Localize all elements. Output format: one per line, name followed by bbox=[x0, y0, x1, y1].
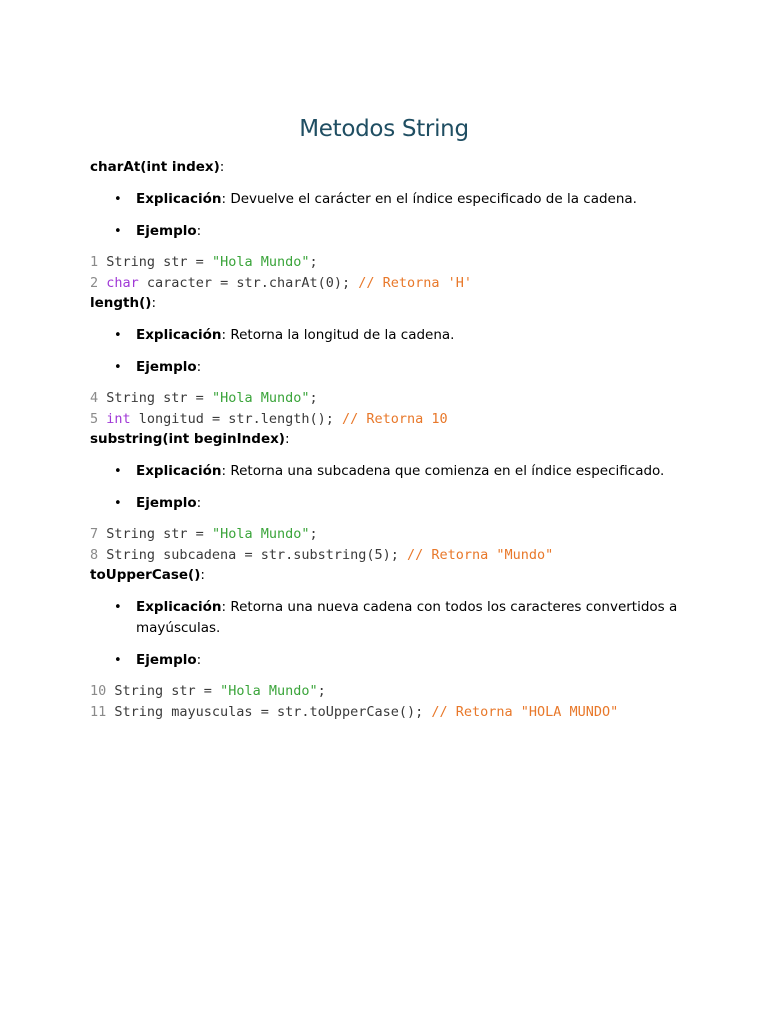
line-number: 10 bbox=[90, 683, 107, 699]
code-text: String subcadena = str.substring(5); bbox=[98, 546, 407, 563]
explicacion-label: Explicación bbox=[136, 599, 222, 615]
code-text: String str = bbox=[106, 683, 221, 699]
ejemplo-item bbox=[90, 221, 690, 242]
code-line bbox=[90, 681, 690, 702]
explicacion-text: : Retorna una nueva cadena con todos los caracteres convertidos a mayúsculas. bbox=[136, 599, 678, 636]
ejemplo-label: Ejemplo bbox=[136, 495, 197, 511]
bullet-icon: • bbox=[114, 328, 122, 343]
explicacion-text: : Retorna una subcadena que comienza en el índice especificado. bbox=[221, 463, 665, 479]
code-line bbox=[90, 524, 690, 545]
code-text: String mayusculas = str.toUpperCase(); bbox=[106, 703, 432, 720]
explicacion-text: : Devuelve el carácter en el índice especificado de la cadena. bbox=[221, 191, 637, 207]
line-number: 5 bbox=[90, 410, 99, 427]
ejemplo-suffix: : bbox=[196, 495, 202, 511]
document-content bbox=[90, 157, 690, 722]
bullet-list bbox=[90, 325, 690, 378]
bullet-icon: • bbox=[114, 600, 122, 615]
method-suffix: : bbox=[219, 159, 225, 175]
line-number: 8 bbox=[90, 546, 99, 563]
bullet-icon: • bbox=[114, 653, 122, 668]
ejemplo-label: Ejemplo bbox=[136, 652, 197, 668]
bullet-icon: • bbox=[114, 360, 122, 375]
ejemplo-suffix: : bbox=[196, 359, 202, 375]
code-block bbox=[90, 524, 690, 565]
ejemplo-suffix: : bbox=[196, 652, 202, 668]
code-comment: // Retorna 'H' bbox=[358, 274, 473, 291]
code-string: "Hola Mundo" bbox=[211, 526, 310, 542]
explicacion-text: : Retorna la longitud de la cadena. bbox=[221, 327, 455, 343]
explicacion-label: Explicación bbox=[136, 191, 222, 207]
code-text: ; bbox=[309, 254, 318, 270]
code-string: "Hola Mundo" bbox=[211, 390, 310, 406]
code-block bbox=[90, 388, 690, 429]
code-line bbox=[90, 545, 690, 566]
code-block bbox=[90, 681, 690, 722]
ejemplo-suffix: : bbox=[196, 223, 202, 239]
method-heading bbox=[90, 565, 690, 585]
method-heading bbox=[90, 293, 690, 313]
ejemplo-item bbox=[90, 493, 690, 514]
method-name: toUpperCase() bbox=[90, 567, 201, 583]
code-text: String str = bbox=[98, 526, 212, 542]
method-heading bbox=[90, 429, 690, 449]
code-block bbox=[90, 252, 690, 293]
bullet-icon: • bbox=[114, 464, 122, 479]
explicacion-item bbox=[90, 325, 690, 346]
code-comment: // Retorna 10 bbox=[342, 410, 448, 427]
ejemplo-label: Ejemplo bbox=[136, 359, 197, 375]
method-name: length() bbox=[90, 295, 152, 311]
ejemplo-item bbox=[90, 357, 690, 378]
method-name: charAt(int index) bbox=[90, 159, 220, 175]
method-section bbox=[90, 429, 690, 565]
code-text: String str = bbox=[98, 390, 212, 406]
bullet-list bbox=[90, 189, 690, 242]
ejemplo-label: Ejemplo bbox=[136, 223, 197, 239]
explicacion-item bbox=[90, 189, 690, 210]
bullet-icon: • bbox=[114, 192, 122, 207]
code-comment: // Retorna "Mundo" bbox=[407, 546, 554, 563]
code-line bbox=[90, 409, 690, 430]
method-name: substring(int beginIndex) bbox=[90, 431, 285, 447]
code-text: caracter = str.charAt(0); bbox=[138, 274, 359, 291]
bullet-list bbox=[90, 597, 690, 671]
code-string: "Hola Mundo" bbox=[211, 254, 310, 270]
code-text: String str = bbox=[98, 254, 212, 270]
document-title: Metodos String bbox=[299, 116, 469, 142]
explicacion-item bbox=[90, 597, 690, 639]
code-text: longitud = str.length(); bbox=[130, 410, 342, 427]
bullet-icon: • bbox=[114, 496, 122, 511]
method-suffix: : bbox=[284, 431, 290, 447]
code-line bbox=[90, 388, 690, 409]
code-keyword: int bbox=[106, 410, 131, 427]
code-line bbox=[90, 702, 650, 723]
bullet-icon: • bbox=[114, 224, 122, 239]
code-comment: // Retorna "HOLA MUNDO" bbox=[431, 703, 619, 720]
line-number: 4 bbox=[90, 390, 99, 406]
ejemplo-item bbox=[90, 650, 690, 671]
code-keyword: char bbox=[106, 274, 139, 291]
explicacion-label: Explicación bbox=[136, 463, 222, 479]
method-suffix: : bbox=[200, 567, 205, 583]
code-text: ; bbox=[309, 390, 318, 406]
method-suffix: : bbox=[151, 295, 157, 311]
method-section bbox=[90, 157, 690, 293]
explicacion-item bbox=[90, 461, 690, 482]
code-line bbox=[90, 252, 690, 273]
code-text: ; bbox=[309, 526, 318, 542]
method-heading bbox=[90, 157, 690, 177]
method-section bbox=[90, 565, 690, 722]
code-text: ; bbox=[317, 683, 326, 699]
bullet-list bbox=[90, 461, 690, 514]
line-number: 2 bbox=[90, 274, 99, 291]
explicacion-label: Explicación bbox=[136, 327, 222, 343]
line-number: 11 bbox=[90, 703, 107, 720]
code-line bbox=[90, 273, 690, 294]
line-number: 1 bbox=[90, 254, 99, 270]
method-section bbox=[90, 293, 690, 429]
line-number: 7 bbox=[90, 526, 99, 542]
code-string: "Hola Mundo" bbox=[220, 683, 318, 699]
